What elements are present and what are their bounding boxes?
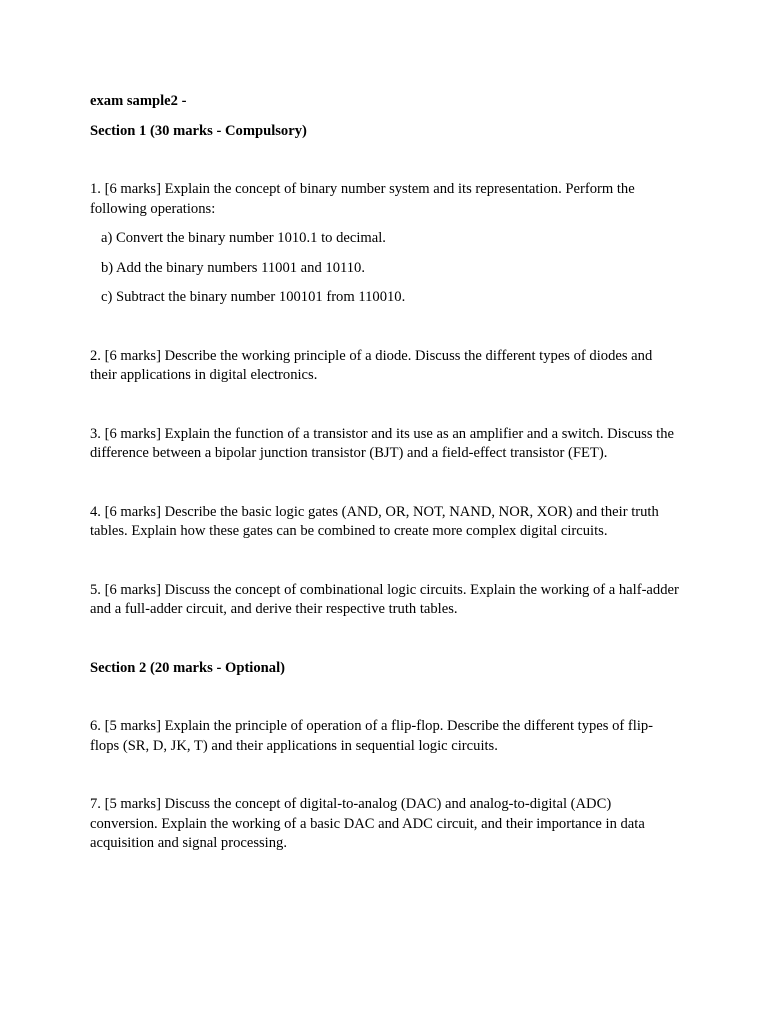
question-2: 2. [6 marks] Describe the working principle of a diode. Discuss the different types of diodes and their applications in digital electronics. <box>90 347 653 383</box>
question-4: 4. [6 marks] Describe the basic logic gates (AND, OR, NOT, NAND, NOR, XOR) and their truth tables. Explain how these gates can be combined to create more complex digital circuits. <box>90 503 659 539</box>
question-3: 3. [6 marks] Explain the function of a transistor and its use as an amplifier and a switch. Discuss the difference between a bipolar junction transistor (BJT) and a field-effect transistor (FET). <box>90 425 675 461</box>
section-1-heading: Section 1 (30 marks - Compulsory) <box>90 122 307 139</box>
question-1-subpart-c: c) Subtract the binary number 100101 from 110010. <box>101 289 406 305</box>
question-1-subpart-b: b) Add the binary numbers 11001 and 10110. <box>101 259 365 276</box>
document-page <box>90 92 680 854</box>
question-1: 1. [6 marks] Explain the concept of binary number system and its representation. Perform the following operations: <box>90 181 635 217</box>
question-6: 6. [5 marks] Explain the principle of operation of a flip-flop. Describe the different types of flip-flops (SR, D, JK, T) and their applications in sequential logic circuits. <box>90 718 654 754</box>
question-7: 7. [5 marks] Discuss the concept of digital-to-analog (DAC) and analog-to-digital (ADC) conversion. Explain the working of a basic DAC and ADC circuit, and their importance in data acquisition and signal processing. <box>90 796 645 851</box>
section-2-heading: Section 2 (20 marks - Optional) <box>90 659 285 676</box>
question-1-subpart-a: a) Convert the binary number 1010.1 to decimal. <box>101 230 386 246</box>
question-1-subparts <box>90 229 680 308</box>
document-title: exam sample2 - <box>90 93 187 109</box>
question-5: 5. [6 marks] Discuss the concept of combinational logic circuits. Explain the working of a half-adder and a full-adder circuit, and derive their respective truth tables. <box>90 581 679 617</box>
